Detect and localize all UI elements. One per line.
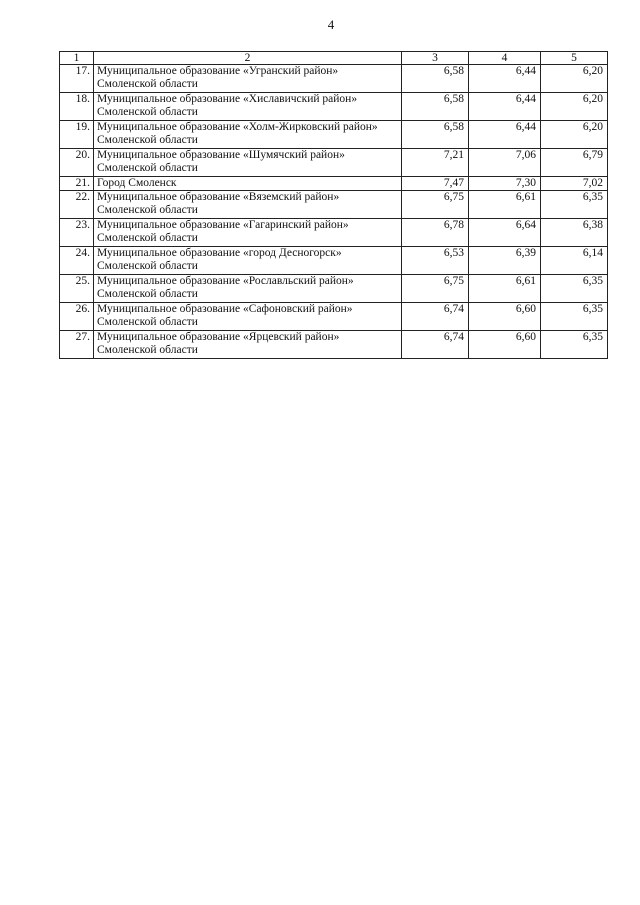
row-number: 27. [60, 331, 94, 359]
value-col-4: 6,39 [469, 247, 541, 275]
value-col-5: 6,35 [541, 303, 608, 331]
table-row [60, 93, 608, 121]
row-number: 20. [60, 149, 94, 177]
row-number: 23. [60, 219, 94, 247]
value-col-4: 6,60 [469, 303, 541, 331]
table-row [60, 303, 608, 331]
row-number: 19. [60, 121, 94, 149]
row-number: 25. [60, 275, 94, 303]
row-number: 17. [60, 65, 94, 93]
value-col-5: 6,20 [541, 65, 608, 93]
value-col-3: 7,21 [402, 149, 469, 177]
table-row [60, 219, 608, 247]
value-col-4: 7,30 [469, 177, 541, 191]
value-col-4: 6,64 [469, 219, 541, 247]
table-row [60, 177, 608, 191]
value-col-3: 6,74 [402, 303, 469, 331]
value-col-5: 6,35 [541, 331, 608, 359]
municipality-name: Город Смоленск [94, 177, 402, 191]
row-number: 24. [60, 247, 94, 275]
column-header: 3 [402, 52, 469, 65]
column-header: 2 [94, 52, 402, 65]
value-col-3: 6,53 [402, 247, 469, 275]
table-row [60, 121, 608, 149]
column-header: 5 [541, 52, 608, 65]
value-col-5: 6,20 [541, 93, 608, 121]
table-header-row [60, 52, 608, 65]
value-col-3: 6,75 [402, 191, 469, 219]
row-number: 22. [60, 191, 94, 219]
value-col-5: 7,02 [541, 177, 608, 191]
column-header: 4 [469, 52, 541, 65]
row-number: 21. [60, 177, 94, 191]
page-number: 4 [327, 17, 335, 32]
column-header: 1 [60, 52, 94, 65]
value-col-5: 6,20 [541, 121, 608, 149]
value-col-5: 6,35 [541, 275, 608, 303]
municipality-name: Муниципальное образование «Хиславичский район» Смоленской области [94, 93, 402, 121]
value-col-5: 6,79 [541, 149, 608, 177]
municipality-name: Муниципальное образование «Шумячский район» Смоленской области [94, 149, 402, 177]
data-table [59, 51, 608, 359]
value-col-4: 6,61 [469, 275, 541, 303]
municipality-name: Муниципальное образование «Рославльский район» Смоленской области [94, 275, 402, 303]
municipality-name: Муниципальное образование «Ярцевский район» Смоленской области [94, 331, 402, 359]
value-col-3: 6,58 [402, 65, 469, 93]
value-col-3: 6,58 [402, 121, 469, 149]
value-col-5: 6,38 [541, 219, 608, 247]
value-col-5: 6,14 [541, 247, 608, 275]
value-col-3: 7,47 [402, 177, 469, 191]
table-row [60, 275, 608, 303]
value-col-4: 6,44 [469, 93, 541, 121]
municipality-name: Муниципальное образование «Сафоновский район» Смоленской области [94, 303, 402, 331]
table-row [60, 247, 608, 275]
row-number: 26. [60, 303, 94, 331]
value-col-3: 6,58 [402, 93, 469, 121]
value-col-4: 6,60 [469, 331, 541, 359]
municipality-name: Муниципальное образование «Вяземский район» Смоленской области [94, 191, 402, 219]
value-col-4: 6,61 [469, 191, 541, 219]
value-col-4: 6,44 [469, 65, 541, 93]
table-row [60, 149, 608, 177]
row-number: 18. [60, 93, 94, 121]
table-row [60, 65, 608, 93]
municipality-name: Муниципальное образование «Угранский район» Смоленской области [94, 65, 402, 93]
value-col-4: 6,44 [469, 121, 541, 149]
value-col-4: 7,06 [469, 149, 541, 177]
table-row [60, 191, 608, 219]
value-col-5: 6,35 [541, 191, 608, 219]
value-col-3: 6,75 [402, 275, 469, 303]
value-col-3: 6,78 [402, 219, 469, 247]
value-col-3: 6,74 [402, 331, 469, 359]
municipality-name: Муниципальное образование «Холм-Жирковский район» Смоленской области [94, 121, 402, 149]
municipality-name: Муниципальное образование «Гагаринский район» Смоленской области [94, 219, 402, 247]
municipality-name: Муниципальное образование «город Десногорск» Смоленской области [94, 247, 402, 275]
table-row [60, 331, 608, 359]
